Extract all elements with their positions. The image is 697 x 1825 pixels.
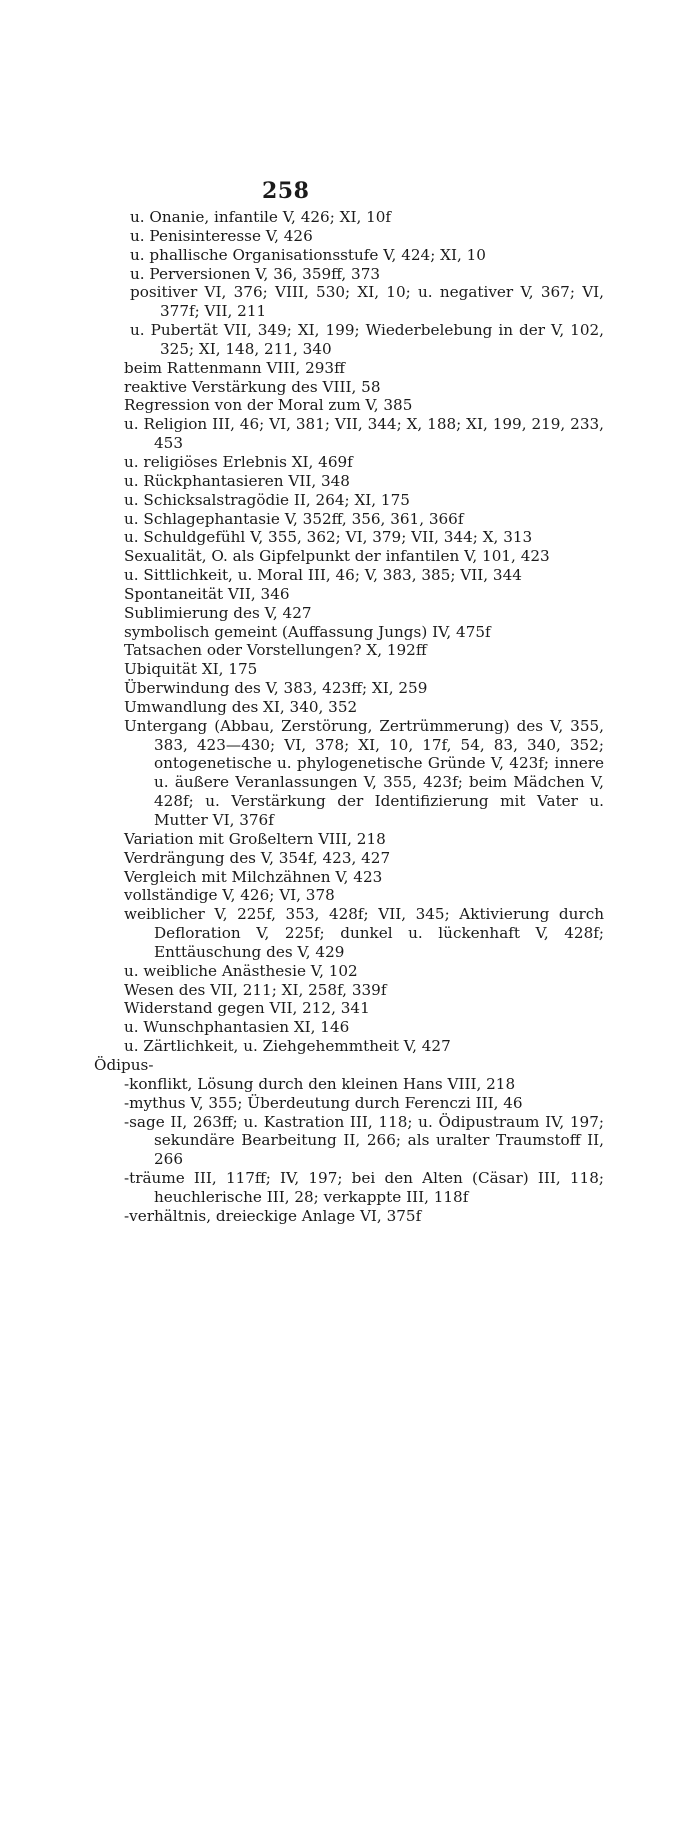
index-entry: -konflikt, Lösung durch den kleinen Hans VIII, 218 xyxy=(124,1074,516,1093)
index-entry: u. Perversionen V, 36, 359ff, 373 xyxy=(130,264,381,283)
index-entry: Untergang (Abbau, Zerstörung, Zertrümmerung) des V, 355, 383, 423—430; VI, 378; XI, 10, 17f, 54, 83, 340, 352; ontogenetische u. phylogenetische Gründe V, 423f; innere u. äußere Veranlassungen V, 355, 423f; beim Mädchen V, 428f; u. Verstärkung der Identifizierung mit Vater u. Mutter VI, 376f xyxy=(124,716,604,829)
index-entry: symbolisch gemeint (Auffassung Jungs) IV, 475f xyxy=(124,622,491,641)
index-entry: Sexualität, O. als Gipfelpunkt der infantilen V, 101, 423 xyxy=(124,547,550,566)
index-entry: u. weibliche Anästhesie V, 102 xyxy=(124,961,358,980)
index-entry: Spontaneität VII, 346 xyxy=(124,584,290,603)
index-entry: Verdrängung des V, 354f, 423, 427 xyxy=(124,848,391,867)
index-entry: Regression von der Moral zum V, 385 xyxy=(124,396,413,415)
index-entry: Tatsachen oder Vorstellungen? X, 192ff xyxy=(124,641,427,660)
index-entry: u. Schuldgefühl V, 355, 362; VI, 379; VII, 344; X, 313 xyxy=(124,528,533,547)
index-entry: u. Schlagephantasie V, 352ff, 356, 361, 366f xyxy=(124,509,464,528)
index-entry: -mythus V, 355; Überdeutung durch Ferenczi III, 46 xyxy=(124,1093,523,1112)
index-entry: Vergleich mit Milchzähnen V, 423 xyxy=(124,867,383,886)
index-entry: Überwindung des V, 383, 423ff; XI, 259 xyxy=(124,679,428,698)
index-entry: vollständige V, 426; VI, 378 xyxy=(124,886,335,905)
index-entry: -sage II, 263ff; u. Kastration III, 118; u. Ödipustraum IV, 197; sekundäre Bearbeitung II, 266; als uralter Traumstoff II, 266 xyxy=(124,1112,604,1169)
index-entry: u. Pubertät VII, 349; XI, 199; Wiederbelebung in der V, 102, 325; XI, 148, 211, 340 xyxy=(130,321,604,358)
index-headword: Ödipus- xyxy=(94,1055,154,1074)
index-entry: Variation mit Großeltern VIII, 218 xyxy=(124,829,386,848)
index-entry: u. Sittlichkeit, u. Moral III, 46; V, 383, 385; VII, 344 xyxy=(124,566,522,585)
index-entry: Umwandlung des XI, 340, 352 xyxy=(124,697,358,716)
index-entry: -verhältnis, dreieckige Anlage VI, 375f xyxy=(124,1206,422,1225)
index-entry: positiver VI, 376; VIII, 530; XI, 10; u. negativer V, 367; VI, 377f; VII, 211 xyxy=(130,283,604,321)
index-entry: u. Zärtlichkeit, u. Ziehgehemmtheit V, 427 xyxy=(124,1037,451,1056)
index-entry: u. Rückphantasieren VII, 348 xyxy=(124,471,350,490)
index-entry: weiblicher V, 225f, 353, 428f; VII, 345; Aktivierung durch Defloration V, 225f; dunkel u. lückenhaft V, 428f; Enttäuschung des V, 429 xyxy=(124,905,604,961)
index-entry: Widerstand gegen VII, 212, 341 xyxy=(124,999,370,1018)
index-entry: reaktive Verstärkung des VIII, 58 xyxy=(124,377,381,396)
index-entry: beim Rattenmann VIII, 293ff xyxy=(124,358,345,377)
index-entry: Wesen des VII, 211; XI, 258f, 339f xyxy=(124,980,387,999)
index-entry: Ubiquität XI, 175 xyxy=(124,660,258,679)
index-entry: u. Penisinteresse V, 426 xyxy=(130,226,313,245)
index-entry: u. religiöses Erlebnis XI, 469f xyxy=(124,452,353,471)
index-entry: -träume III, 117ff; IV, 197; bei den Alten (Cäsar) III, 118; heuchlerische III, 28; verkappte III, 118f xyxy=(124,1169,604,1206)
index-entry: Sublimierung des V, 427 xyxy=(124,603,312,622)
index-entry: u. Wunschphantasien XI, 146 xyxy=(124,1018,350,1037)
index-entry: u. Onanie, infantile V, 426; XI, 10f xyxy=(130,208,392,226)
page-number: 258 xyxy=(262,178,310,204)
index-entry: u. phallische Organisationsstufe V, 424; XI, 10 xyxy=(130,245,486,264)
index-column xyxy=(94,208,604,1226)
index-entry: u. Schicksalstragödie II, 264; XI, 175 xyxy=(124,490,410,509)
index-entry: u. Religion III, 46; VI, 381; VII, 344; X, 188; XI, 199, 219, 233, 453 xyxy=(124,415,604,453)
